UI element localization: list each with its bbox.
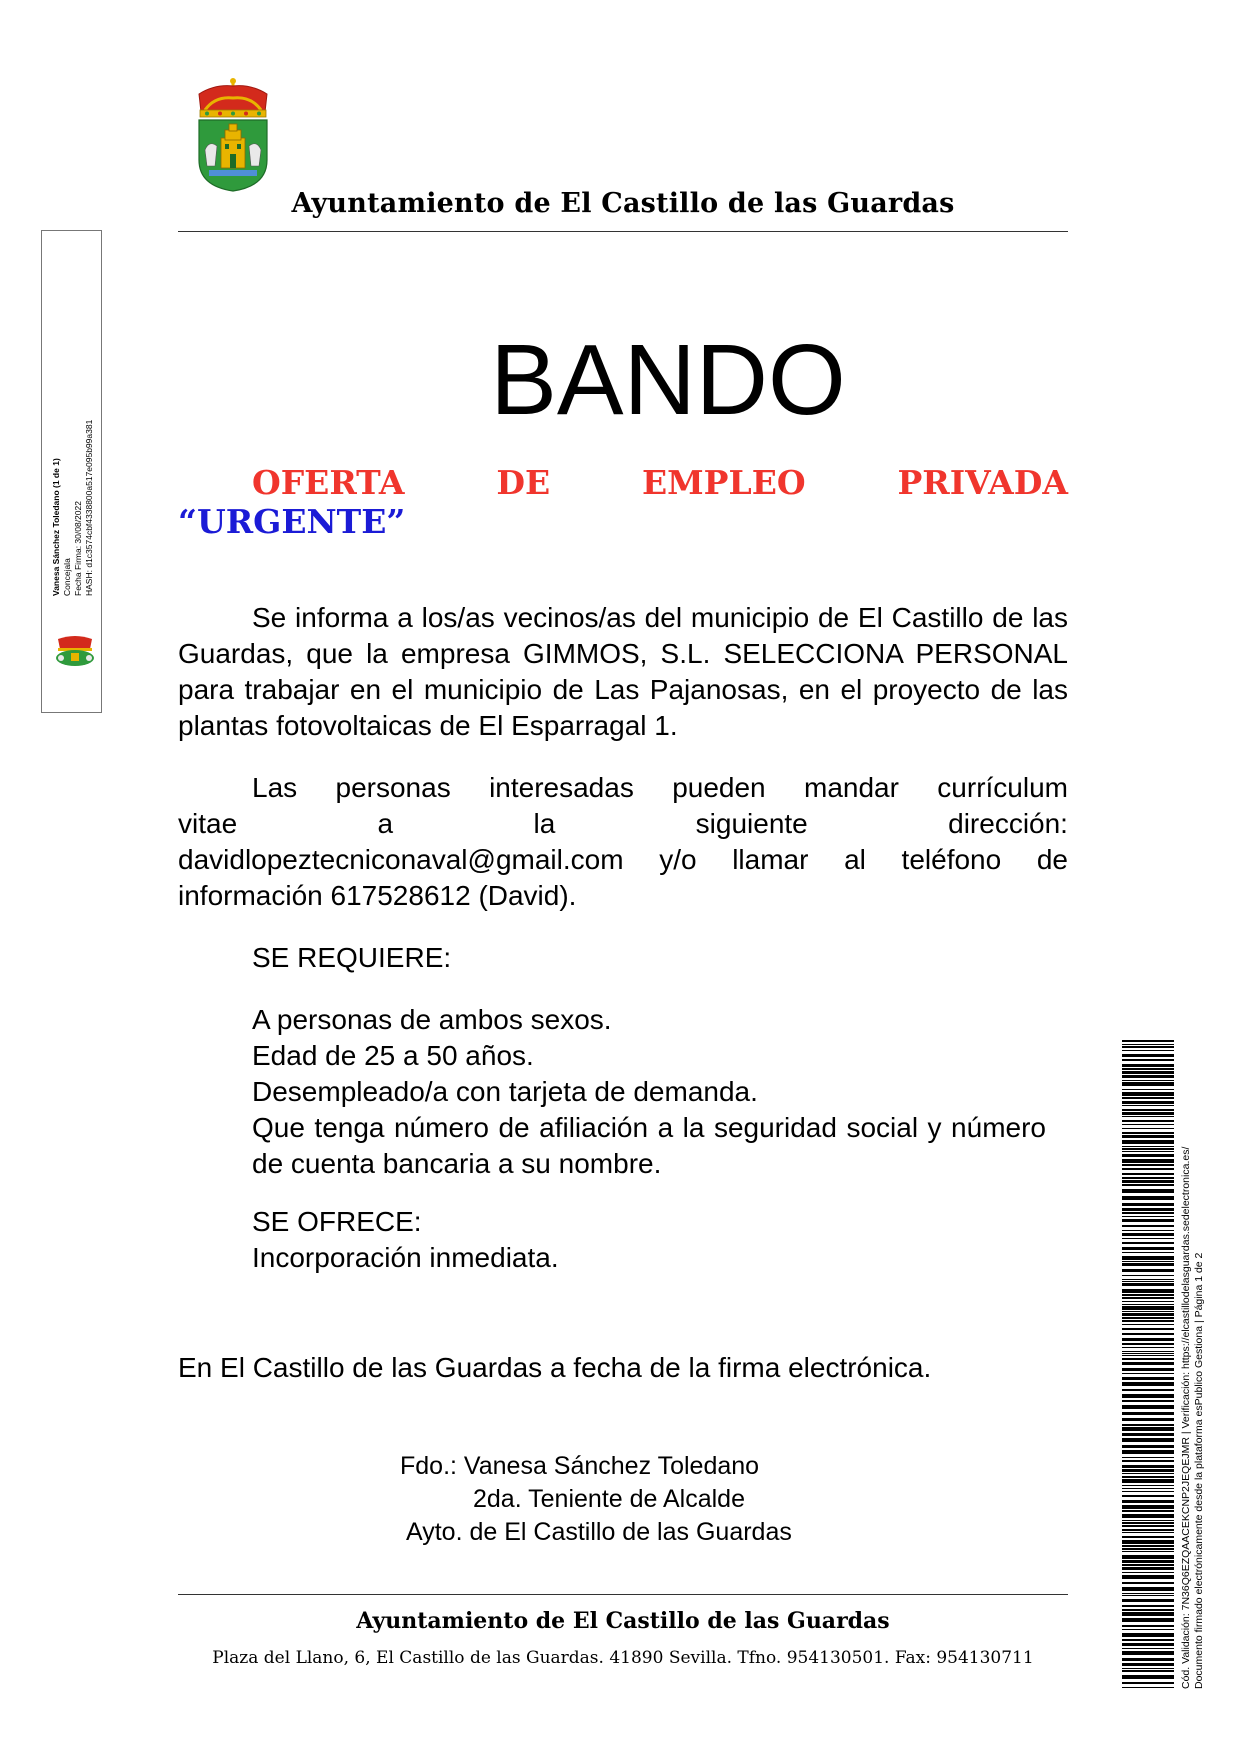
coat-of-arms-small-icon <box>52 633 98 667</box>
header-title: Ayuntamiento de El Castillo de las Guardas <box>291 188 955 219</box>
barcode-bar <box>1122 1529 1174 1531</box>
barcode-bar <box>1122 1469 1174 1472</box>
barcode-bar <box>1122 1233 1174 1236</box>
barcode-bar <box>1122 1424 1174 1426</box>
offer-word: EMPLEO <box>642 463 806 502</box>
barcode-bar <box>1122 1560 1174 1563</box>
barcode-bar <box>1122 1639 1174 1641</box>
barcode-bar <box>1122 1495 1174 1497</box>
barcode-bar <box>1122 1670 1174 1672</box>
barcode-bar <box>1122 1151 1174 1152</box>
barcode-bar <box>1122 1412 1174 1415</box>
barcode-bar <box>1122 1164 1174 1166</box>
verification-line-1: Cód. Validación: 7N36Q6EZQAACEKCNP2JEQEJMR | Verificación: https://elcastillodelasguardas.sedelectronica.es/ <box>1180 1146 1192 1689</box>
barcode-bar <box>1122 1648 1174 1649</box>
barcode-bar <box>1122 1567 1174 1570</box>
barcode-bar <box>1122 1536 1174 1538</box>
barcode-bar <box>1122 1168 1174 1170</box>
barcode-bar <box>1122 1373 1174 1374</box>
verification-text <box>1180 1039 1206 1689</box>
barcode-bar <box>1122 1389 1174 1391</box>
offers-section <box>252 1204 1052 1276</box>
barcode-bar <box>1122 1587 1174 1591</box>
document-heading: BANDO <box>490 324 846 436</box>
barcode-bar <box>1122 1618 1174 1622</box>
barcode-bar <box>1122 1400 1174 1402</box>
contact-word: siguiente <box>695 808 808 839</box>
requirement-item: Edad de 25 a 50 años. <box>252 1040 534 1071</box>
barcode-bar <box>1122 1668 1174 1669</box>
barcode-bar <box>1122 1485 1174 1486</box>
barcode-bar <box>1122 1238 1174 1239</box>
barcode-bar <box>1122 1362 1174 1365</box>
barcode-bar <box>1122 1071 1174 1074</box>
offer-word: OFERTA <box>252 463 405 502</box>
barcode-bar <box>1122 1304 1174 1305</box>
contact-word: dirección: <box>948 808 1068 839</box>
contact-line-1: Las personas interesadas pueden mandar currículum <box>252 772 1068 803</box>
barcode-bar <box>1122 1140 1174 1144</box>
offer-title <box>178 463 1068 502</box>
barcode-bar <box>1122 1479 1174 1483</box>
barcode-bar <box>1122 1059 1174 1061</box>
barcode-bar <box>1122 1146 1174 1147</box>
barcode-bar <box>1122 1219 1174 1222</box>
barcode-bar <box>1122 1046 1174 1048</box>
barcode-bar <box>1122 1064 1174 1067</box>
barcode-image <box>1122 1040 1174 1688</box>
barcode-bar <box>1122 1225 1174 1227</box>
barcode-bar <box>1122 1252 1174 1253</box>
header-divider <box>178 231 1068 232</box>
barcode-bar <box>1122 1154 1174 1157</box>
barcode-bar <box>1122 1599 1174 1602</box>
coat-of-arms-logo <box>195 74 271 192</box>
barcode-bar <box>1122 1358 1174 1360</box>
barcode-bar <box>1122 1203 1174 1206</box>
barcode-bar <box>1122 1196 1174 1200</box>
barcode-bar <box>1122 1532 1174 1533</box>
barcode-bar <box>1122 1283 1174 1286</box>
barcode-bar <box>1122 1320 1174 1322</box>
offer-item: Incorporación inmediata. <box>252 1242 559 1273</box>
barcode-bar <box>1122 1263 1174 1266</box>
barcode-bar <box>1122 1520 1174 1521</box>
barcode-bar <box>1122 1247 1174 1250</box>
barcode-bar <box>1122 1216 1174 1217</box>
barcode-bar <box>1122 1109 1174 1111</box>
barcode-bar <box>1122 1159 1174 1163</box>
urgent-label: “URGENTE” <box>178 502 406 541</box>
barcode-bar <box>1122 1382 1174 1386</box>
barcode-bar <box>1122 1575 1174 1579</box>
barcode-bar <box>1122 1555 1174 1559</box>
offers-heading: SE OFRECE: <box>252 1206 422 1237</box>
barcode-bar <box>1122 1457 1174 1458</box>
signature-block <box>400 1450 850 1549</box>
barcode-bar <box>1122 1101 1174 1104</box>
barcode-bar <box>1122 1545 1174 1547</box>
barcode-bar <box>1122 1294 1174 1296</box>
barcode-bar <box>1122 1343 1174 1345</box>
barcode-bar <box>1122 1269 1174 1272</box>
barcode-bar <box>1122 1080 1174 1081</box>
barcode-bar <box>1122 1297 1174 1299</box>
barcode-bar <box>1122 1317 1174 1319</box>
barcode-bar <box>1122 1465 1174 1468</box>
barcode-bar <box>1122 1184 1174 1186</box>
signature-role: Concejala <box>62 558 72 596</box>
footer-address: Plaza del Llano, 6, El Castillo de las Guardas. 41890 Sevilla. Tfno. 954130501. Fax: 954130711 <box>212 1648 1034 1668</box>
barcode-bar <box>1122 1044 1174 1045</box>
signature-date: Fecha Firma: 30/08/2022 <box>73 501 83 596</box>
footer-title: Ayuntamiento de El Castillo de las Guardas <box>356 1608 890 1634</box>
barcode-bar <box>1122 1427 1174 1431</box>
barcode-bar <box>1122 1212 1174 1214</box>
barcode-bar <box>1122 1629 1174 1630</box>
barcode-bar <box>1122 1040 1174 1042</box>
barcode-bar <box>1122 1445 1174 1448</box>
barcode-bar <box>1122 1311 1174 1312</box>
contact-word: vitae <box>178 808 238 839</box>
barcode-bar <box>1122 1089 1174 1090</box>
barcode-bar <box>1122 1256 1174 1260</box>
closing-statement: En El Castillo de las Guardas a fecha de la firma electrónica. <box>178 1352 932 1383</box>
barcode-bar <box>1122 1595 1174 1596</box>
barcode-bar <box>1122 1353 1174 1354</box>
barcode-bar <box>1122 1116 1174 1117</box>
requires-heading: SE REQUIERE: <box>252 942 452 973</box>
signed-org: Ayto. de El Castillo de las Guardas <box>406 1518 792 1546</box>
barcode-bar <box>1122 1438 1174 1442</box>
signed-by: Fdo.: Vanesa Sánchez Toledano <box>400 1452 760 1480</box>
barcode-bar <box>1122 1522 1174 1524</box>
barcode-bar <box>1122 1525 1174 1527</box>
barcode-bar <box>1122 1173 1174 1175</box>
barcode-bar <box>1122 1105 1174 1106</box>
barcode-bar <box>1122 1510 1174 1512</box>
requirements-list <box>252 1002 1052 1182</box>
barcode-bar <box>1122 1500 1174 1503</box>
barcode-bar <box>1122 1564 1174 1566</box>
barcode-bar <box>1122 1180 1174 1183</box>
barcode-bar <box>1122 1135 1174 1138</box>
barcode-bar <box>1122 1279 1174 1280</box>
barcode-bar <box>1122 1261 1174 1262</box>
barcode-bar <box>1122 1476 1174 1478</box>
barcode-bar <box>1122 1682 1174 1684</box>
barcode-bar <box>1122 1301 1174 1302</box>
barcode-bar <box>1122 1347 1174 1348</box>
barcode-bar <box>1122 1068 1174 1070</box>
barcode-bar <box>1122 1242 1174 1244</box>
signature-stamp-text <box>51 336 95 596</box>
barcode-bar <box>1122 1687 1174 1688</box>
barcode-bar <box>1122 1324 1174 1325</box>
barcode-bar <box>1122 1092 1174 1096</box>
barcode-bar <box>1122 1097 1174 1099</box>
barcode-bar <box>1122 1313 1174 1316</box>
barcode-bar <box>1122 1625 1174 1627</box>
signed-role: 2da. Teniente de Alcalde <box>473 1485 745 1513</box>
footer-divider <box>178 1594 1068 1595</box>
barcode-bar <box>1122 1473 1174 1474</box>
barcode-bar <box>1122 1572 1174 1573</box>
barcode-bar <box>1122 1230 1174 1231</box>
barcode-bar <box>1122 1605 1174 1607</box>
signature-signer: Vanesa Sánchez Toledano (1 de 1) <box>51 458 61 596</box>
barcode-bar <box>1122 1460 1174 1462</box>
barcode-bar <box>1122 1394 1174 1398</box>
barcode-bar <box>1122 1338 1174 1341</box>
barcode-bar <box>1122 1054 1174 1057</box>
barcode-bar <box>1122 1548 1174 1550</box>
barcode-bar <box>1122 1540 1174 1544</box>
barcode-bar <box>1122 1333 1174 1335</box>
barcode-bar <box>1122 1658 1174 1661</box>
requirement-item: Desempleado/a con tarjeta de demanda. <box>252 1076 758 1107</box>
barcode-bar <box>1122 1124 1174 1125</box>
barcode-bar <box>1122 1488 1174 1489</box>
barcode-bar <box>1122 1643 1174 1646</box>
barcode-bar <box>1122 1377 1174 1380</box>
barcode-bar <box>1122 1551 1174 1552</box>
barcode-bar <box>1122 1433 1174 1436</box>
barcode-bar <box>1122 1208 1174 1211</box>
contact-line-4: información 617528612 (David). <box>178 880 577 911</box>
barcode-bar <box>1122 1351 1174 1352</box>
barcode-bar <box>1122 1177 1174 1179</box>
verification-line-2: Documento firmado electrónicamente desde la plataforma esPublico Gestiona | Página 1 de 2 <box>1193 1252 1205 1689</box>
barcode-bar <box>1122 1491 1174 1492</box>
offer-word: DE <box>496 463 551 502</box>
barcode-bar <box>1122 1651 1174 1655</box>
barcode-bar <box>1122 1132 1174 1134</box>
barcode-bar <box>1122 1450 1174 1454</box>
contact-word: la <box>533 808 556 839</box>
barcode-bar <box>1122 1112 1174 1115</box>
barcode-bar <box>1122 1612 1174 1616</box>
barcode-bar <box>1122 1418 1174 1421</box>
intro-paragraph <box>178 600 1068 744</box>
barcode-bar <box>1122 1505 1174 1509</box>
barcode-bar <box>1122 1120 1174 1122</box>
intro-paragraph-text: Se informa a los/as vecinos/as del municipio de El Castillo de las Guardas, que la empresa GIMMOS, S.L. SELECCIONA PERSONAL para trabajar en el municipio de Las Pajanosas, en el proyecto de las plantas fotovoltaicas de El Esparragal 1. <box>178 602 1068 741</box>
requirement-item: Que tenga número de afiliación a la seguridad social y número de cuenta bancaria a su nombre. <box>252 1112 1046 1179</box>
contact-word: a <box>377 808 394 839</box>
barcode-bar <box>1122 1663 1174 1666</box>
contact-paragraph <box>178 770 1068 914</box>
barcode-bar <box>1122 1368 1174 1371</box>
barcode-bar <box>1122 1514 1174 1518</box>
barcode-bar <box>1122 1148 1174 1150</box>
barcode-bar <box>1122 1189 1174 1193</box>
barcode-bar <box>1122 1633 1174 1637</box>
barcode-bar <box>1122 1082 1174 1086</box>
requirement-item: A personas de ambos sexos. <box>252 1004 612 1035</box>
barcode-bar <box>1122 1355 1174 1356</box>
barcode-bar <box>1122 1050 1174 1051</box>
barcode-bar <box>1122 1328 1174 1330</box>
barcode-bar <box>1122 1289 1174 1293</box>
offer-word: PRIVADA <box>897 463 1068 502</box>
barcode-bar <box>1122 1675 1174 1679</box>
barcode-bar <box>1122 1405 1174 1409</box>
barcode-bar <box>1122 1593 1174 1594</box>
barcode-bar <box>1122 1281 1174 1282</box>
barcode-bar <box>1122 1075 1174 1078</box>
barcode-bar <box>1122 1275 1174 1276</box>
contact-line-3: davidlopeztecniconaval@gmail.com y/o llamar al teléfono de <box>178 844 1068 875</box>
barcode-bar <box>1122 1128 1174 1129</box>
barcode-bar <box>1122 1582 1174 1584</box>
barcode-bar <box>1122 1306 1174 1310</box>
signature-hash: HASH: d1c3574cbf4338800a517e095b99a381 <box>84 419 94 596</box>
barcode-bar <box>1122 1609 1174 1611</box>
